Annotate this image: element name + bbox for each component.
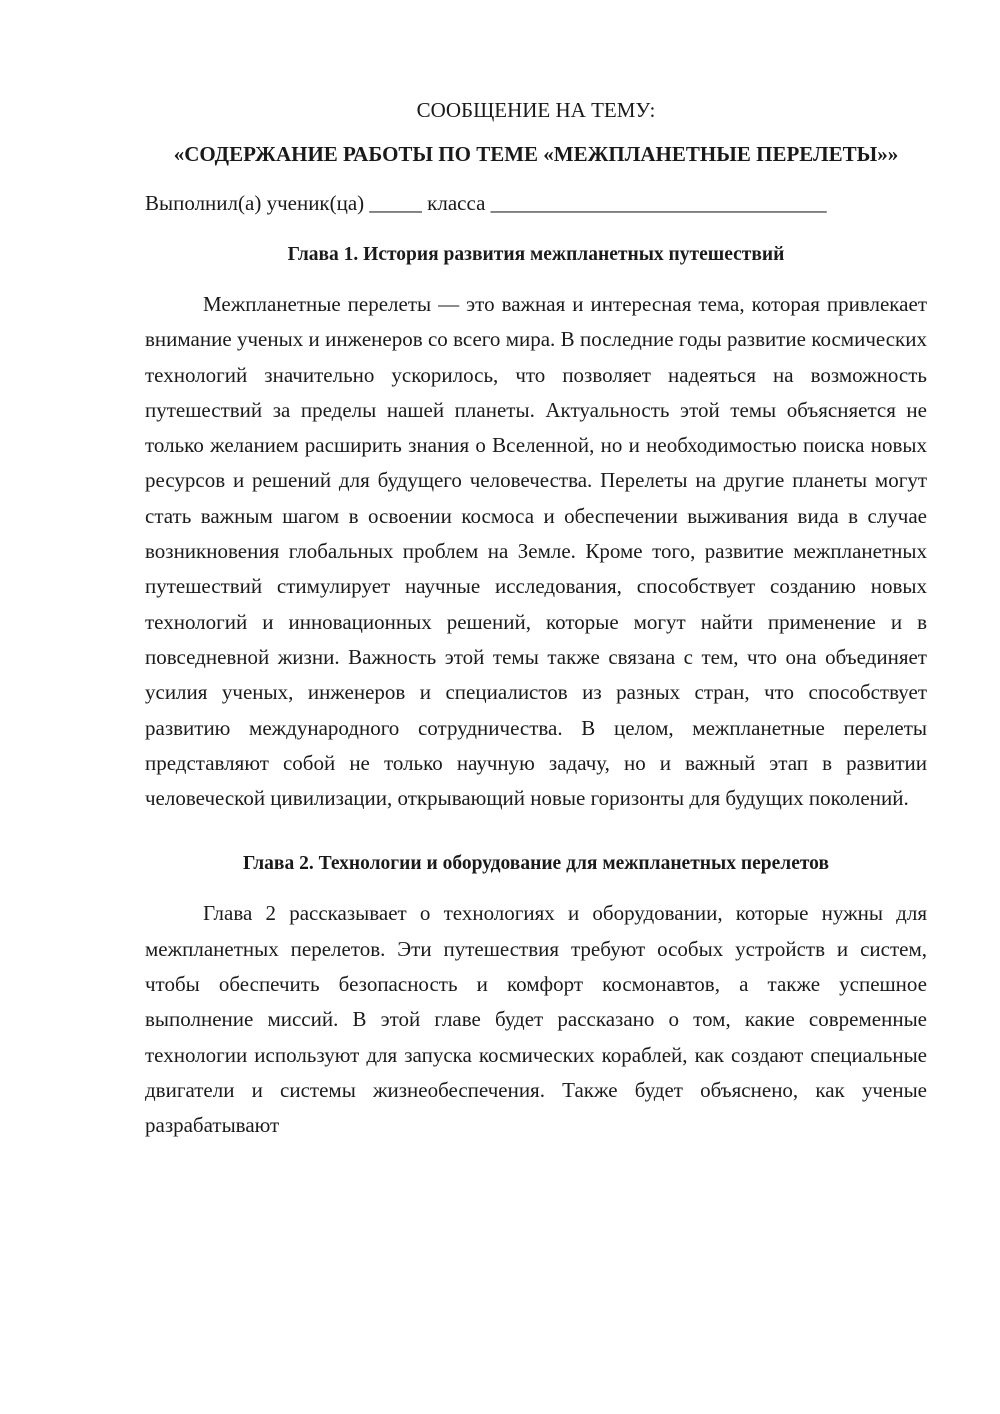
chapter-1	[145, 240, 927, 816]
document-page	[145, 95, 927, 1144]
chapter-heading: Глава 2. Технологии и оборудование для межпланетных перелетов	[243, 853, 829, 875]
document-header: СООБЩЕНИЕ НА ТЕМУ:	[416, 98, 656, 122]
document-title: «СОДЕРЖАНИЕ РАБОТЫ ПО ТЕМЕ «МЕЖПЛАНЕТНЫЕ ПЕРЕЛЕТЫ»»	[173, 142, 899, 166]
chapter-paragraph: Межпланетные перелеты — это важная и интересная тема, которая привлекает внимание ученых и инженеров со всего мира. В последние годы развитие космических технологий значительно ускорилось, что позволяет надеяться на возможность путешествий за пределы нашей планеты. Актуальность этой темы объясняется не только желанием расширить знания о Вселенной, но и необходимостью поиска новых ресурсов и решений для будущего человечества. Перелеты на другие планеты могут стать важным шагом в освоении космоса и обеспечении выживания вида в случае возникновения глобальных проблем на Земле. Кроме того, развитие межпланетных путешествий стимулирует научные исследования, способствует созданию новых технологий и инновационных решений, которые могут найти применение и в повседневной жизни. Важность этой темы также связана с тем, что она объединяет усилия ученых, инженеров и специалистов из разных стран, что способствует развитию международного сотрудничества. В целом, межпланетные перелеты представляют собой не только научную задачу, но и важный этап в развитии человеческой цивилизации, открывающий новые горизонты для будущих поколений.	[145, 292, 927, 811]
chapter-heading: Глава 1. История развития межпланетных путешествий	[287, 244, 785, 265]
author-line: Выполнил(а) ученик(ца) _____ класса ________________________________	[145, 191, 827, 215]
chapter-paragraph: Глава 2 рассказывает о технологиях и оборудовании, которые нужны для межпланетных перелетов. Эти путешествия требуют особых устройств и систем, чтобы обеспечить безопасность и комфорт космонавтов, а также успешное выполнение миссий. В этой главе будет рассказано о том, какие современные технологии используют для запуска космических кораблей, как создают специальные двигатели и системы жизнеобеспечения. Также будет объяснено, как ученые разрабатывают	[145, 901, 927, 1138]
chapter-2	[145, 849, 927, 1143]
